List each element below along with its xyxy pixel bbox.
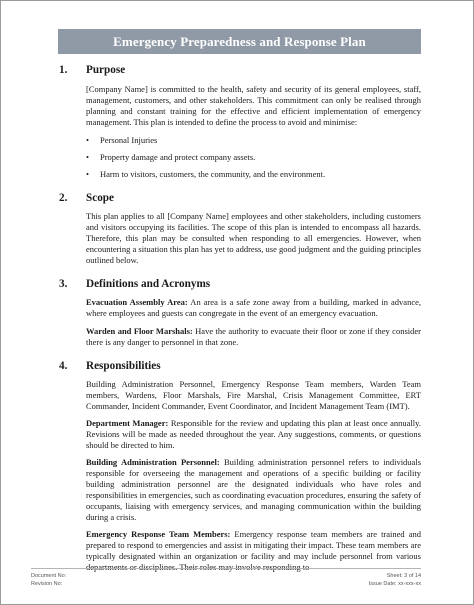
section-paragraph: This plan applies to all [Company Name] employees and other stakeholders, including customers and visitors occupying its facilities. The scope of this plan is intended to encompass all hazards. Therefore, this plan may be consulted when responding to all emergencies. However, when encountering a situation this plan has yet to address, use good judgment and the guiding principles outlined below. [86,211,421,265]
document-body [59,64,421,573]
section-number: 4. [59,360,68,372]
section-purpose [59,64,421,180]
bullet-icon: • [86,135,89,145]
definition-term: Warden and Floor Marshals: [86,326,193,336]
definition-text: An area is a safe zone away from a building, marked in advance, where employees and guests can congregate in the event of an emergency evacuation. [86,297,421,318]
definition-term: Emergency Response Team Members: [86,529,231,539]
definition-text: Responsible for the review and updating this plan at least once annually. Revisions will be made as needed throughout the year. Any suggestions, comments, or questions should be directed to him. [86,418,421,450]
document-title: Emergency Preparedness and Response Plan [58,29,421,54]
definition-text: Building administration personnel refers to individuals responsible for overseeing the management and operations of a specific building or facility building administration personnel are the designated individuals who have roles and responsibilities in emergencies, such as coordinating evacuation procedures, ensuring the safety of occupants, liaising with emergency services, and managing communication within the building during a crisis. [86,457,421,522]
section-heading: Responsibilities [86,360,161,372]
list-item [86,152,421,163]
list-item-text: Harm to visitors, customers, the community, and the environment. [100,169,326,179]
section-number: 3. [59,278,68,290]
definition-text: Have the authority to evacuate their floor or zone if they consider there is any danger to personnel in that zone. [86,326,421,347]
section-responsibilities [59,360,421,573]
definition-item [86,326,421,348]
section-heading: Scope [86,192,114,204]
section-heading: Definitions and Acronyms [86,278,211,290]
section-definitions [59,278,421,348]
section-paragraph: Building Administration Personnel, Emergency Response Team members, Warden Team members, Wardens, Floor Marshals, Fire Marshal, Crisis Management Committee, ERT Commander, Incident Commander, Event Coordinator, and Incident Management Team (IMT). [86,379,421,411]
document-number-label: Document No: [31,573,67,579]
definition-item [86,529,421,573]
list-item [86,135,421,146]
bullet-icon: • [86,169,89,179]
section-scope [59,192,421,266]
sheet-number: Sheet: 3 of 14 [386,573,421,579]
definition-item [86,457,421,523]
revision-number-label: Revision No: [31,581,63,587]
list-item [86,169,421,180]
definition-text: Emergency response team members are trained and prepared to respond to emergencies and assist in mitigating their impact. These team members are typically designated within an organization or facility and may include personnel from various departments or disciplines. Their roles may involve responding to [86,529,421,572]
definition-item [86,297,421,319]
definition-term: Evacuation Assembly Area: [86,297,188,307]
definition-item [86,418,421,451]
section-number: 1. [59,64,68,76]
list-item-text: Property damage and protect company assets. [100,152,256,162]
section-number: 2. [59,192,68,204]
definition-term: Building Administration Personnel: [86,457,220,467]
section-heading: Purpose [86,64,126,76]
list-item-text: Personal Injuries [100,135,158,145]
definition-term: Department Manager: [86,418,169,428]
issue-date: Issue Date: xx-xxx-xx [368,581,421,587]
page-footer [31,568,421,588]
bullet-icon: • [86,152,89,162]
section-paragraph: [Company Name] is committed to the health, safety and security of its general employees, staff, management, customers, and other stakeholders. This commitment can only be realised through planning and constant training for the effective and efficient implementation of emergency management. This plan is intended to define the process to avoid and minimise: [86,84,421,127]
